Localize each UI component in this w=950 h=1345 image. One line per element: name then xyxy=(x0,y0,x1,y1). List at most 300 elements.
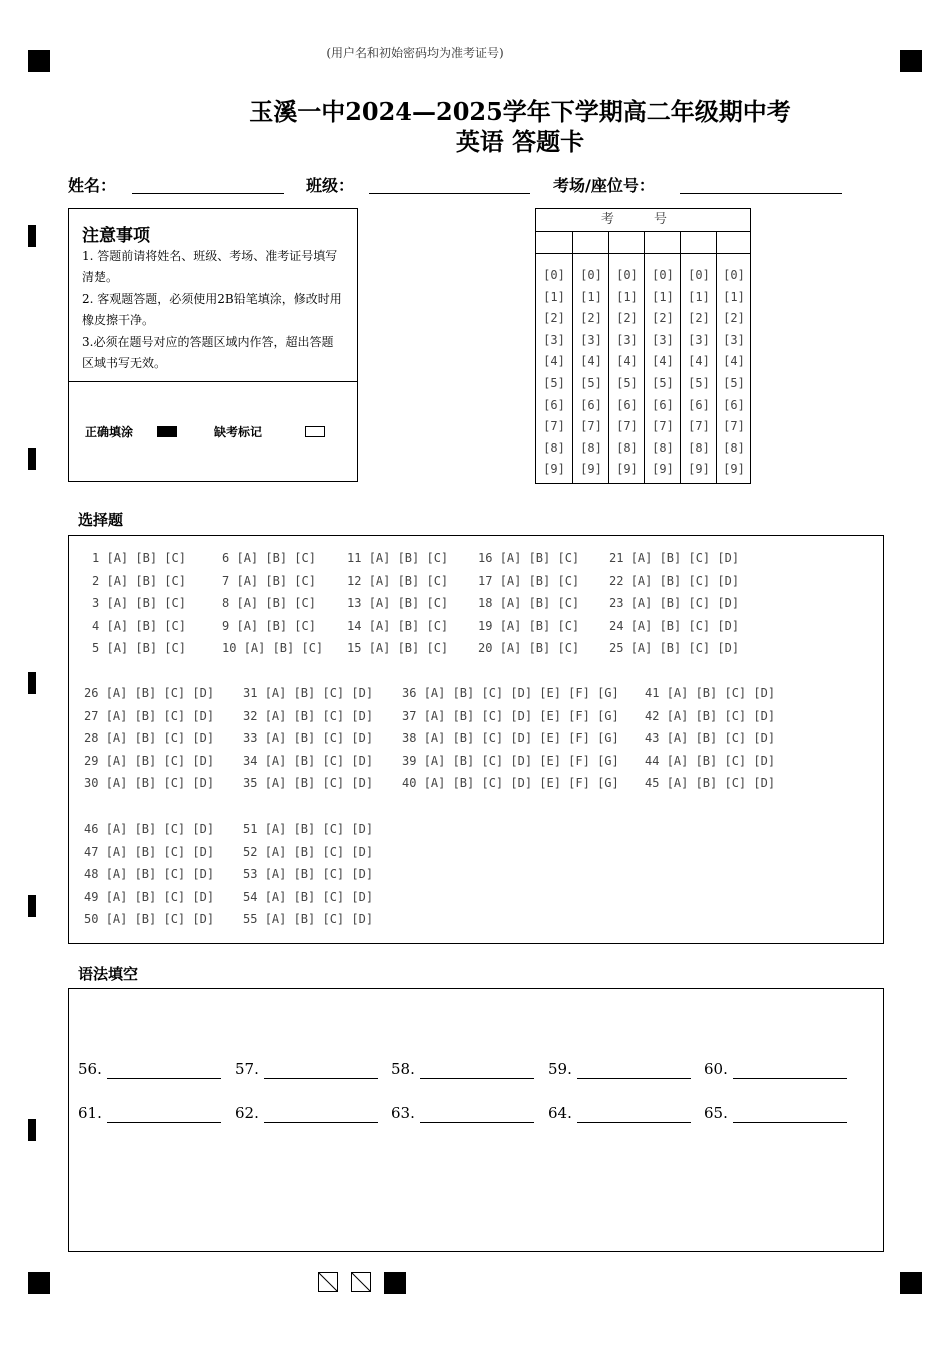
choice-question-row[interactable] xyxy=(645,686,775,700)
class-label: 班级： xyxy=(306,176,355,195)
exam-digit-option[interactable]: [6] xyxy=(616,397,638,412)
answer-options[interactable]: [A] [B] [C] xyxy=(106,596,186,611)
exam-digit-option[interactable]: [3] xyxy=(543,332,565,347)
exam-digit-option[interactable]: [8] xyxy=(616,440,638,455)
exam-digit-option[interactable]: [4] xyxy=(543,354,565,369)
spacer xyxy=(659,754,666,768)
answer-options[interactable]: [A] [B] [C] [D] xyxy=(630,551,740,565)
choice-question-row[interactable] xyxy=(478,574,579,588)
answer-options[interactable]: [A] [B] [C] [D] xyxy=(264,867,374,882)
spacer xyxy=(361,619,368,633)
exam-digit-option[interactable]: [8] xyxy=(652,440,674,455)
correct-fill-sample xyxy=(157,426,177,437)
side-mark xyxy=(28,448,36,470)
choice-question-row[interactable] xyxy=(243,822,373,836)
question-number: 24 xyxy=(609,618,624,633)
exam-digit-options[interactable] xyxy=(609,265,645,481)
choice-question-row[interactable] xyxy=(645,754,775,768)
exam-digit-column[interactable] xyxy=(572,231,609,483)
answer-options[interactable]: [A] [B] [C] [D] xyxy=(666,731,776,746)
exam-digit-option[interactable]: [8] xyxy=(723,440,745,455)
seat-label: 考场/座位号： xyxy=(553,176,655,195)
choice-question-row[interactable] xyxy=(478,596,579,610)
question-number: 28 xyxy=(84,731,99,746)
choice-question-row[interactable] xyxy=(243,754,373,768)
spacer xyxy=(98,867,105,881)
answer-options[interactable]: [A] [B] [C] [D] xyxy=(630,573,740,588)
blank-answer-line[interactable] xyxy=(733,1078,847,1079)
side-mark xyxy=(28,672,36,694)
choice-question-row[interactable] xyxy=(222,551,316,565)
choice-question-row[interactable] xyxy=(645,709,775,723)
exam-digit-option[interactable]: [7] xyxy=(688,419,710,434)
blank-answer-line[interactable] xyxy=(264,1122,378,1123)
exam-digit-option[interactable]: [3] xyxy=(723,332,745,347)
choice-question-row[interactable] xyxy=(92,574,186,588)
choice-section-title: 选择题 xyxy=(78,511,124,529)
exam-digit-option[interactable]: [2] xyxy=(652,311,674,326)
exam-digit-option[interactable]: [7] xyxy=(580,419,602,434)
choice-question-row[interactable] xyxy=(609,641,739,655)
exam-digit-option[interactable]: [5] xyxy=(616,375,638,390)
exam-digit-option[interactable]: [4] xyxy=(688,354,710,369)
choice-question-row[interactable] xyxy=(243,912,373,926)
answer-options[interactable]: [A] [B] [C] [D] xyxy=(630,641,740,656)
exam-digit-option[interactable]: [1] xyxy=(580,289,602,304)
page-title: 玉溪一中2024—2025学年下学期高二年级期中考 xyxy=(249,97,791,126)
exam-digit-option[interactable]: [9] xyxy=(723,462,745,477)
spacer xyxy=(98,822,105,836)
exam-digit-option[interactable]: [5] xyxy=(723,375,745,390)
blank-number: 58. xyxy=(391,1060,415,1078)
exam-digit-option[interactable]: [2] xyxy=(723,311,745,326)
notice-item-3: 3.必须在题号对应的答题区域内作答，超出答题区域书写无效。 xyxy=(82,335,334,370)
choice-question-row[interactable] xyxy=(609,619,739,633)
question-number: 25 xyxy=(609,641,624,656)
choice-question-row[interactable] xyxy=(478,551,579,565)
question-number: 3 xyxy=(92,596,100,611)
answer-options[interactable]: [A] [B] [C] xyxy=(236,551,316,565)
exam-digit-option[interactable]: [5] xyxy=(652,375,674,390)
answer-options[interactable]: [A] [B] [C] [D] xyxy=(105,753,215,768)
question-number: 52 xyxy=(243,844,258,859)
question-number: 45 xyxy=(645,776,660,791)
question-number: 8 xyxy=(222,596,230,611)
answer-options[interactable]: [A] [B] [C] xyxy=(106,618,186,633)
choice-question-row[interactable] xyxy=(347,641,448,655)
exam-digit-option[interactable]: [7] xyxy=(543,419,565,434)
choice-question-row[interactable] xyxy=(243,867,373,881)
spacer xyxy=(361,641,368,655)
choice-question-row[interactable] xyxy=(347,574,448,588)
answer-options[interactable]: [A] [B] [C] [D] xyxy=(105,822,215,836)
exam-digit-option[interactable]: [6] xyxy=(580,397,602,412)
exam-digit-column[interactable] xyxy=(536,231,572,483)
answer-options[interactable]: [A] [B] [C] xyxy=(368,573,449,588)
exam-digit-column[interactable] xyxy=(608,231,645,483)
spacer xyxy=(416,709,423,723)
exam-digit-option[interactable]: [6] xyxy=(652,397,674,412)
exam-digit-options[interactable] xyxy=(645,265,681,481)
exam-digit-option[interactable]: [8] xyxy=(688,440,710,455)
choice-question-row[interactable] xyxy=(243,890,373,904)
choice-question-row[interactable] xyxy=(347,596,448,610)
choice-question-row[interactable] xyxy=(222,619,316,633)
exam-digit-options[interactable] xyxy=(573,265,609,481)
question-number: 51 xyxy=(243,822,258,836)
answer-options[interactable]: [A] [B] [C] [D] xyxy=(666,753,776,768)
answer-options[interactable]: [A] [B] [C] [D] xyxy=(105,912,215,927)
exam-digit-option[interactable]: [0] xyxy=(580,268,602,282)
blank-answer-line[interactable] xyxy=(420,1122,534,1123)
choice-question-row[interactable] xyxy=(84,686,214,700)
answer-options[interactable]: [A] [B] [C] [D] xyxy=(105,686,215,700)
question-number: 9 xyxy=(222,618,230,633)
grammar-answer-area xyxy=(68,988,884,1252)
blank-number: 64. xyxy=(548,1104,572,1122)
choice-question-row[interactable] xyxy=(222,641,323,655)
exam-digit-option[interactable]: [1] xyxy=(616,289,638,304)
login-note: (用户名和初始密码均为准考证号) xyxy=(326,46,504,60)
answer-options[interactable]: [A] [B] [C] [D] xyxy=(264,889,374,904)
spacer xyxy=(492,551,499,565)
answer-options[interactable]: [A] [B] [C] [D] xyxy=(264,912,374,927)
answer-options[interactable]: [A] [B] [C] xyxy=(368,551,449,565)
side-mark xyxy=(28,1119,36,1141)
exam-digit-option[interactable]: [9] xyxy=(688,462,710,477)
answer-options[interactable]: [A] [B] [C] xyxy=(368,641,449,656)
answer-options[interactable]: [A] [B] [C] [D] xyxy=(105,889,215,904)
choice-question-row[interactable] xyxy=(243,709,373,723)
choice-question-row[interactable] xyxy=(92,619,186,633)
correct-fill-label: 正确填涂 xyxy=(85,425,134,439)
exam-digit-cell[interactable] xyxy=(681,231,717,254)
choice-question-row[interactable] xyxy=(347,551,448,565)
choice-question-row[interactable] xyxy=(609,596,739,610)
exam-digit-option[interactable]: [2] xyxy=(616,311,638,326)
choice-question-row[interactable] xyxy=(402,731,619,745)
answer-options[interactable]: [A] [B] [C] xyxy=(368,618,449,633)
exam-digit-option[interactable]: [9] xyxy=(652,462,674,477)
answer-options[interactable]: [A] [B] [C] xyxy=(106,641,186,656)
choice-question-row[interactable] xyxy=(478,619,579,633)
question-number: 42 xyxy=(645,708,660,723)
blank-answer-line[interactable] xyxy=(577,1078,691,1079)
answer-options[interactable]: [A] [B] [C] xyxy=(499,641,580,656)
answer-options[interactable]: [A] [B] [C] [D] xyxy=(264,708,374,723)
spacer xyxy=(659,731,666,745)
choice-question-row[interactable] xyxy=(402,754,619,768)
exam-digit-option[interactable]: [3] xyxy=(616,332,638,347)
question-number: 6 xyxy=(222,551,230,565)
spacer xyxy=(416,754,423,768)
name-field[interactable] xyxy=(132,193,284,194)
answer-options[interactable]: [A] [B] [C] [D] xyxy=(105,731,215,746)
choice-question-row[interactable] xyxy=(84,754,214,768)
answer-options[interactable]: [A] [B] [C] xyxy=(499,573,580,588)
exam-digit-option[interactable]: [3] xyxy=(652,332,674,347)
spacer xyxy=(257,890,264,904)
answer-options[interactable]: [A] [B] [C] [D] xyxy=(105,708,215,723)
choice-question-row[interactable] xyxy=(84,731,214,745)
answer-options[interactable]: [A] [B] [C] [D] xyxy=(105,867,215,882)
question-number: 26 xyxy=(84,686,99,700)
spacer xyxy=(257,754,264,768)
question-number: 47 xyxy=(84,844,99,859)
exam-digit-option[interactable]: [4] xyxy=(652,354,674,369)
question-number: 38 xyxy=(402,731,417,746)
exam-digit-option[interactable]: [2] xyxy=(688,311,710,326)
choice-question-row[interactable] xyxy=(645,776,775,790)
answer-options[interactable]: [A] [B] [C] xyxy=(499,551,580,565)
choice-question-row[interactable] xyxy=(84,890,214,904)
exam-digit-cell[interactable] xyxy=(645,231,681,254)
side-mark xyxy=(28,895,36,917)
spacer xyxy=(623,619,630,633)
choice-question-row[interactable] xyxy=(92,596,186,610)
blank-answer-line[interactable] xyxy=(107,1122,221,1123)
question-number: 17 xyxy=(478,573,493,588)
exam-digit-option[interactable]: [0] xyxy=(688,268,710,282)
side-mark xyxy=(28,225,36,247)
question-number: 30 xyxy=(84,776,99,791)
blank-number: 56. xyxy=(78,1060,102,1078)
exam-digit-option[interactable]: [7] xyxy=(723,419,745,434)
choice-question-row[interactable] xyxy=(84,867,214,881)
spacer xyxy=(623,641,630,655)
blank-answer-line[interactable] xyxy=(107,1078,221,1079)
exam-digit-option[interactable]: [5] xyxy=(688,375,710,390)
answer-options[interactable]: [A] [B] [C] [D] [E] [F] [G] xyxy=(423,753,619,768)
exam-digit-option[interactable]: [2] xyxy=(543,311,565,326)
question-number: 44 xyxy=(645,753,660,768)
question-number: 55 xyxy=(243,912,258,927)
exam-digit-column[interactable] xyxy=(680,231,717,483)
choice-question-row[interactable] xyxy=(243,686,373,700)
answer-options[interactable]: [A] [B] [C] xyxy=(236,618,316,633)
exam-digit-option[interactable]: [1] xyxy=(652,289,674,304)
question-number: 12 xyxy=(347,573,362,588)
question-number: 10 xyxy=(222,641,237,656)
choice-question-row[interactable] xyxy=(347,619,448,633)
choice-question-row[interactable] xyxy=(92,551,186,565)
class-field[interactable] xyxy=(369,193,530,194)
exam-digit-options[interactable] xyxy=(681,265,717,481)
exam-digit-option[interactable]: [0] xyxy=(723,268,745,282)
answer-options[interactable]: [A] [B] [C] xyxy=(243,641,324,656)
answer-options[interactable]: [A] [B] [C] [D] xyxy=(264,844,374,859)
exam-digit-option[interactable]: [1] xyxy=(688,289,710,304)
answer-options[interactable]: [A] [B] [C] [D] xyxy=(666,708,776,723)
spacer xyxy=(623,574,630,588)
spacer xyxy=(98,845,105,859)
exam-digit-cell[interactable] xyxy=(573,231,609,254)
answer-options[interactable]: [A] [B] [C] xyxy=(499,618,580,633)
answer-options[interactable]: [A] [B] [C] [D] [E] [F] [G] xyxy=(423,731,619,746)
blank-answer-line[interactable] xyxy=(420,1078,534,1079)
exam-digit-option[interactable]: [5] xyxy=(543,375,565,390)
exam-digit-option[interactable]: [8] xyxy=(543,440,565,455)
choice-question-row[interactable] xyxy=(84,822,214,836)
absent-checkbox[interactable] xyxy=(305,426,325,437)
answer-options[interactable]: [A] [B] [C] [D] [E] [F] [G] xyxy=(423,708,619,723)
answer-options[interactable]: [A] [B] [C] xyxy=(106,551,186,565)
choice-question-row[interactable] xyxy=(222,596,316,610)
exam-digit-option[interactable]: [0] xyxy=(652,268,674,282)
answer-options[interactable]: [A] [B] [C] [D] xyxy=(666,776,776,791)
answer-options[interactable]: [A] [B] [C] [D] xyxy=(264,822,374,836)
spacer xyxy=(257,776,264,790)
exam-digit-option[interactable]: [6] xyxy=(723,397,745,412)
question-number: 36 xyxy=(402,686,417,700)
answer-options[interactable]: [A] [B] [C] [D] [E] [F] [G] xyxy=(423,686,619,700)
corner-mark-bottom-right xyxy=(900,1272,922,1294)
choice-question-row[interactable] xyxy=(243,731,373,745)
choice-question-row[interactable] xyxy=(84,912,214,926)
choice-question-row[interactable] xyxy=(243,776,373,790)
choice-question-row[interactable] xyxy=(609,574,739,588)
question-number: 48 xyxy=(84,867,99,882)
choice-question-row[interactable] xyxy=(84,776,214,790)
answer-options[interactable]: [A] [B] [C] xyxy=(236,573,316,588)
exam-digit-column[interactable] xyxy=(716,231,751,483)
exam-digit-option[interactable]: [7] xyxy=(616,419,638,434)
exam-digit-options[interactable] xyxy=(717,265,751,481)
answer-options[interactable]: [A] [B] [C] [D] xyxy=(630,618,740,633)
exam-digit-cell[interactable] xyxy=(536,231,572,254)
answer-options[interactable]: [A] [B] [C] [D] xyxy=(264,731,374,746)
question-number: 16 xyxy=(478,551,493,565)
notice-item-2: 2. 客观题答题，必须使用2B铅笔填涂，修改时用橡皮擦干净。 xyxy=(82,292,342,327)
question-number: 50 xyxy=(84,912,99,927)
name-label: 姓名： xyxy=(68,176,117,195)
exam-digit-option[interactable]: [7] xyxy=(652,419,674,434)
blank-number: 60. xyxy=(704,1060,728,1078)
choice-question-row[interactable] xyxy=(222,574,316,588)
blank-number: 59. xyxy=(548,1060,572,1078)
question-number: 5 xyxy=(92,641,100,656)
answer-options[interactable]: [A] [B] [C] xyxy=(499,596,580,611)
notice-item-1: 1. 答题前请将姓名、班级、考场、准考证号填写清楚。 xyxy=(82,249,338,284)
blank-number: 57. xyxy=(235,1060,259,1078)
exam-digit-option[interactable]: [4] xyxy=(723,354,745,369)
spacer xyxy=(98,890,105,904)
answer-options[interactable]: [A] [B] [C] xyxy=(106,573,186,588)
question-number: 20 xyxy=(478,641,493,656)
page-subtitle: 英语 答题卡 xyxy=(455,127,585,156)
spacer xyxy=(236,641,243,655)
question-number: 19 xyxy=(478,618,493,633)
question-number: 39 xyxy=(402,753,417,768)
choice-question-row[interactable] xyxy=(92,641,186,655)
blank-answer-line[interactable] xyxy=(577,1122,691,1123)
spacer xyxy=(361,551,368,565)
question-number: 46 xyxy=(84,822,99,836)
answer-options[interactable]: [A] [B] [C] [D] xyxy=(105,776,215,791)
choice-question-row[interactable] xyxy=(84,845,214,859)
answer-options[interactable]: [A] [B] [C] [D] xyxy=(264,753,374,768)
exam-digit-option[interactable]: [0] xyxy=(543,268,565,282)
question-number: 13 xyxy=(347,596,362,611)
exam-digit-option[interactable]: [1] xyxy=(543,289,565,304)
exam-digit-options[interactable] xyxy=(536,265,572,481)
blank-answer-line[interactable] xyxy=(264,1078,378,1079)
blank-number: 62. xyxy=(235,1104,259,1122)
exam-digit-option[interactable]: [5] xyxy=(580,375,602,390)
question-number: 11 xyxy=(347,551,362,565)
choice-question-row[interactable] xyxy=(478,641,579,655)
spacer xyxy=(257,731,264,745)
exam-digit-option[interactable]: [6] xyxy=(688,397,710,412)
answer-options[interactable]: [A] [B] [C] [D] xyxy=(105,844,215,859)
spacer xyxy=(98,776,105,790)
spacer xyxy=(492,596,499,610)
answer-options[interactable]: [A] [B] [C] [D] xyxy=(630,596,740,611)
exam-digit-cell[interactable] xyxy=(717,231,751,254)
spacer xyxy=(257,686,264,700)
choice-question-row[interactable] xyxy=(402,686,619,700)
choice-question-row[interactable] xyxy=(84,709,214,723)
exam-digit-option[interactable]: [9] xyxy=(543,462,565,477)
answer-options[interactable]: [A] [B] [C] [D] xyxy=(264,686,374,700)
exam-digit-option[interactable]: [0] xyxy=(616,268,638,282)
choice-question-row[interactable] xyxy=(243,845,373,859)
spacer xyxy=(98,731,105,745)
exam-digit-option[interactable]: [1] xyxy=(723,289,745,304)
exam-digit-column[interactable] xyxy=(644,231,681,483)
exam-digit-option[interactable]: [4] xyxy=(616,354,638,369)
choice-question-row[interactable] xyxy=(402,776,619,790)
spacer xyxy=(416,731,423,745)
spacer xyxy=(361,574,368,588)
exam-digit-option[interactable]: [9] xyxy=(616,462,638,477)
corner-mark-bottom-left xyxy=(28,1272,50,1294)
exam-digit-option[interactable]: [3] xyxy=(688,332,710,347)
exam-digit-option[interactable]: [9] xyxy=(580,462,602,477)
choice-question-row[interactable] xyxy=(402,709,619,723)
question-number: 18 xyxy=(478,596,493,611)
answer-options[interactable]: [A] [B] [C] [D] xyxy=(666,686,776,700)
blank-answer-line[interactable] xyxy=(733,1122,847,1123)
question-number: 14 xyxy=(347,618,362,633)
exam-digit-option[interactable]: [4] xyxy=(580,354,602,369)
spacer xyxy=(257,822,264,836)
choice-question-row[interactable] xyxy=(609,551,739,565)
answer-options[interactable]: [A] [B] [C] xyxy=(236,596,316,611)
exam-digit-option[interactable]: [6] xyxy=(543,397,565,412)
absent-label: 缺考标记 xyxy=(214,425,263,439)
spacer xyxy=(416,776,423,790)
question-number: 43 xyxy=(645,731,660,746)
exam-digit-cell[interactable] xyxy=(609,231,645,254)
answer-options[interactable]: [A] [B] [C] xyxy=(368,596,449,611)
question-number: 34 xyxy=(243,753,258,768)
exam-digit-option[interactable]: [3] xyxy=(580,332,602,347)
answer-options[interactable]: [A] [B] [C] [D] [E] [F] [G] xyxy=(423,776,619,791)
answer-options[interactable]: [A] [B] [C] [D] xyxy=(264,776,374,791)
question-number: 49 xyxy=(84,889,99,904)
exam-digit-option[interactable]: [2] xyxy=(580,311,602,326)
exam-digit-option[interactable]: [8] xyxy=(580,440,602,455)
notice-box xyxy=(68,208,358,482)
choice-question-row[interactable] xyxy=(645,731,775,745)
blank-number: 65. xyxy=(704,1104,728,1122)
blank-number: 61. xyxy=(78,1104,102,1122)
seat-field[interactable] xyxy=(680,193,842,194)
spacer xyxy=(659,776,666,790)
spacer xyxy=(98,686,105,700)
question-number: 21 xyxy=(609,551,624,565)
